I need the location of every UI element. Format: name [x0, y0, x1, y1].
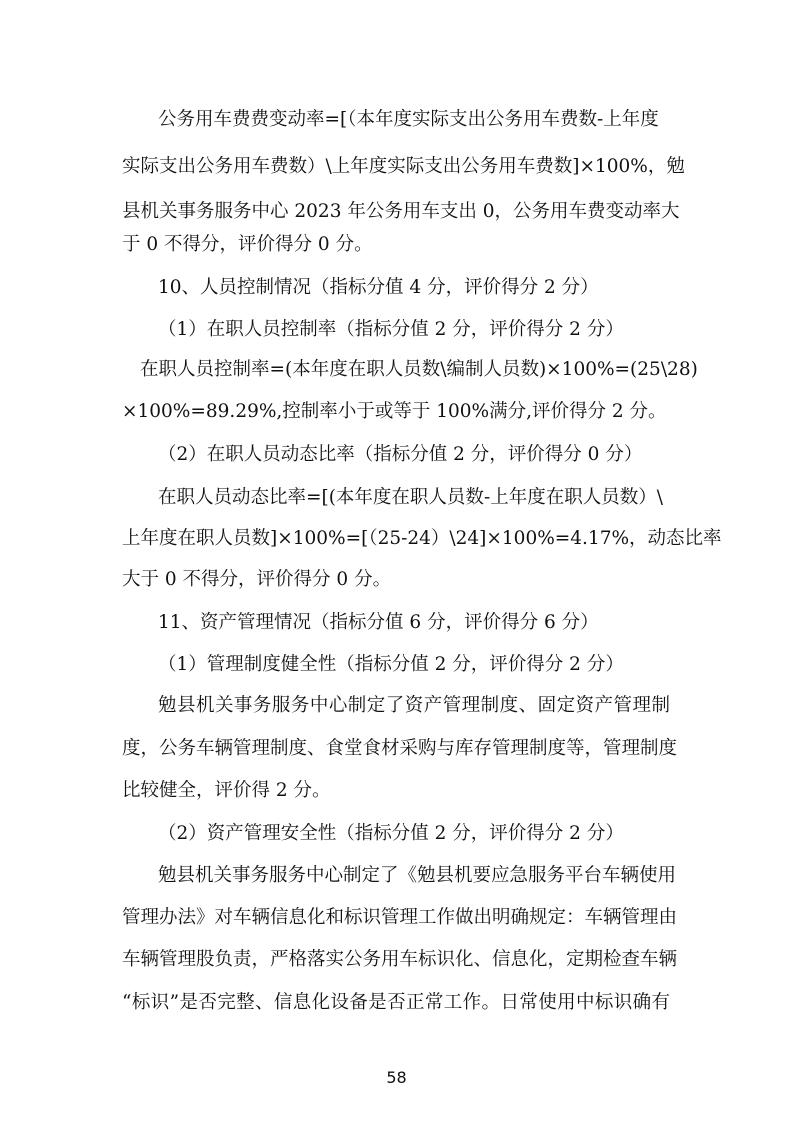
text-line: 上年度在职人员数]×100%=[（25-24）\24]×100%=4.17%，动态比率: [122, 528, 722, 549]
text-line: ×100%=89.29%,控制率小于或等于 100%满分,评价得分 2 分。: [122, 401, 667, 422]
text-line: 度，公务车辆管理制度、食堂食材采购与库存管理制度等，管理制度: [122, 738, 678, 759]
subsection-heading: （1）在职人员控制率（指标分值 2 分，评价得分 2 分）: [158, 319, 624, 340]
text-line: 在职人员控制率=(本年度在职人员数\编制人员数)×100%=(25\28): [140, 359, 698, 380]
subsection-heading: （1）管理制度健全性（指标分值 2 分，评价得分 2 分）: [158, 654, 624, 675]
text-line: 于 0 不得分，评价得分 0 分。: [122, 234, 373, 255]
subsection-heading: （2）资产管理安全性（指标分值 2 分，评价得分 2 分）: [158, 823, 624, 844]
page-number: 58: [386, 1068, 407, 1087]
subsection-heading: （2）在职人员动态比率（指标分值 2 分，评价得分 0 分）: [158, 444, 643, 465]
text-line: 实际支出公务用车费数）\上年度实际支出公务用车费数]×100%，勉: [122, 156, 685, 177]
section-heading: 10、人员控制情况（指标分值 4 分，评价得分 2 分）: [158, 277, 599, 298]
text-line: 县机关事务服务中心 2023 年公务用车支出 0，公务用车费变动率大: [122, 201, 680, 222]
text-line: 车辆管理股负责，严格落实公务用车标识化、信息化，定期检查车辆: [122, 949, 678, 970]
text-line: 管理办法》对车辆信息化和标识管理工作做出明确规定：车辆管理由: [122, 907, 678, 928]
section-heading: 11、资产管理情况（指标分值 6 分，评价得分 6 分）: [158, 612, 599, 633]
text-line: 公务用车费费变动率=[（本年度实际支出公务用车费数-上年度: [158, 109, 659, 130]
text-line: 在职人员动态比率=[(本年度在职人员数-上年度在职人员数）\: [158, 487, 663, 508]
text-line: 大于 0 不得分，评价得分 0 分。: [122, 569, 392, 590]
text-line: 勉县机关事务服务中心制定了《勉县机要应急服务平台车辆使用: [158, 865, 677, 886]
text-line: “标识”是否完整、信息化设备是否正常工作。日常使用中标识确有: [122, 992, 670, 1013]
text-line: 比较健全，评价得 2 分。: [122, 780, 331, 801]
text-line: 勉县机关事务服务中心制定了资产管理制度、固定资产管理制: [158, 695, 670, 716]
